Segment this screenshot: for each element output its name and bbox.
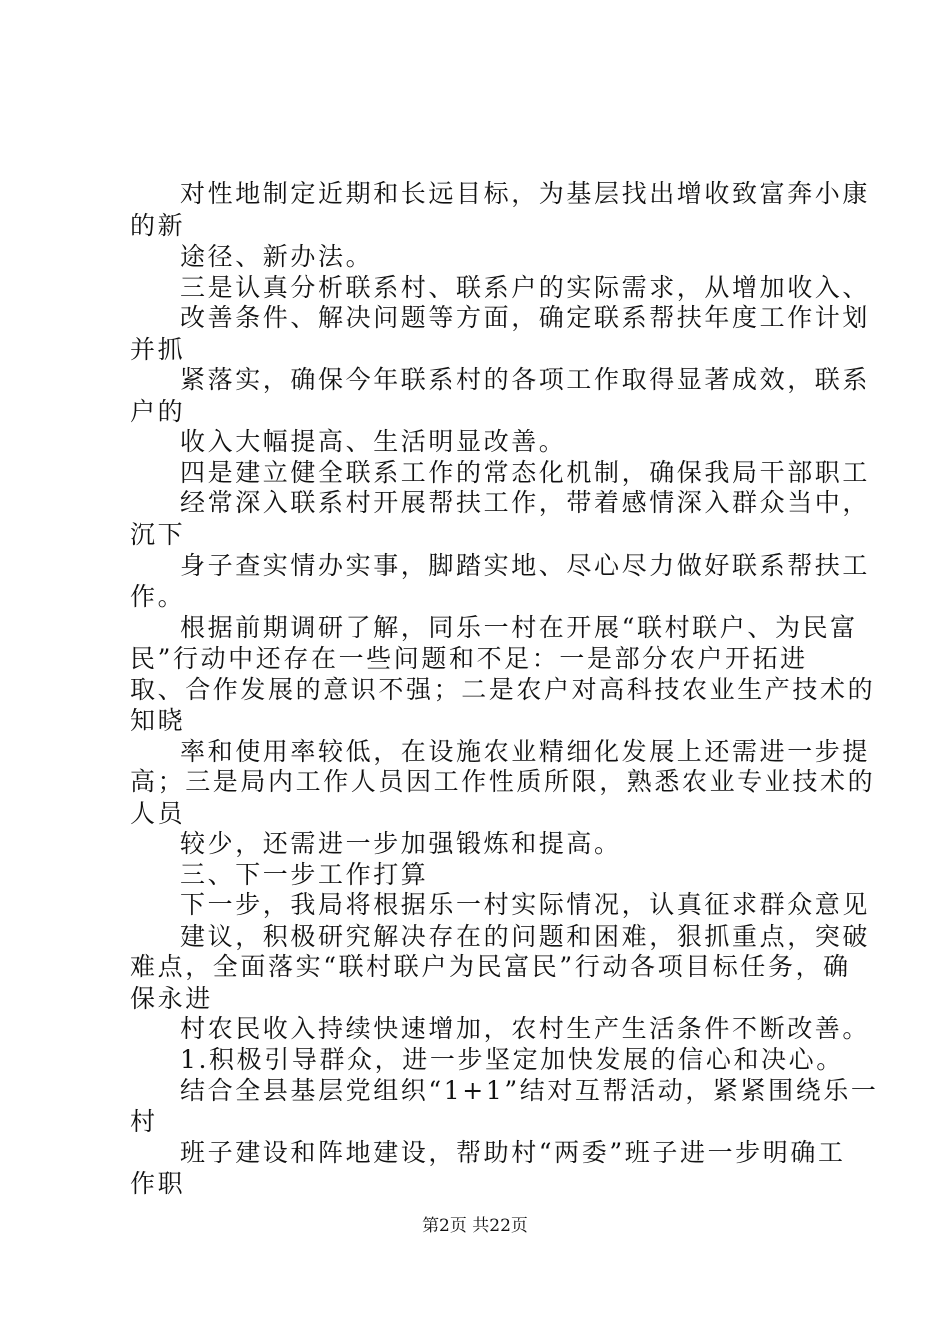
text-line: 四是建立健全联系工作的常态化机制，确保我局干部职工 (180, 458, 871, 487)
text-line: 身子查实情办实事，脚踏实地、尽心尽力做好联系帮扶工 (180, 551, 871, 580)
text-line: 村农民收入持续快速增加，农村生产生活条件不断改善。 (180, 1014, 871, 1043)
text-line: 村 (130, 1107, 158, 1136)
text-line: 民”行动中还存在一些问题和不足：一是部分农户开拓进 (130, 644, 808, 673)
text-line: 作。 (130, 582, 186, 611)
text-line: 紧落实，确保今年联系村的各项工作取得显著成效，联系 (180, 365, 871, 394)
text-line: 建议，积极研究解决存在的问题和困难，狠抓重点，突破 (180, 922, 871, 951)
subsection-heading: 1.积极引导群众，进一步坚定加快发展的信心和决心。 (180, 1045, 844, 1074)
text-line: 难点，全面落实“联村联户为民富民”行动各项目标任务，确 (130, 952, 851, 981)
text-line: 率和使用率较低，在设施农业精细化发展上还需进一步提 (180, 737, 871, 766)
text-line: 知晓 (130, 706, 186, 735)
text-line: 班子建设和阵地建设，帮助村“两委”班子进一步明确工 (180, 1138, 846, 1167)
text-line: 户的 (130, 397, 186, 426)
page-number-footer: 第2页 共22页 (422, 1216, 528, 1236)
text-line: 沉下 (130, 520, 186, 549)
text-line: 人员 (130, 799, 186, 828)
text-line: 较少，还需进一步加强锻炼和提高。 (180, 829, 622, 858)
text-line: 根据前期调研了解，同乐一村在开展“联村联户、为民富 (180, 613, 858, 642)
text-line: 途径、新办法。 (180, 242, 374, 271)
text-line: 结合全县基层党组织“1+1”结对互帮活动，紧紧围绕乐一 (180, 1076, 879, 1105)
section-heading: 三、下一步工作打算 (180, 860, 429, 889)
text-line: 作职 (130, 1169, 186, 1198)
text-line: 对性地制定近期和长远目标，为基层找出增收致富奔小康 (180, 179, 871, 208)
text-line: 收入大幅提高、生活明显改善。 (180, 427, 567, 456)
text-line: 下一步，我局将根据乐一村实际情况，认真征求群众意见 (180, 890, 871, 919)
text-line: 并抓 (130, 335, 186, 364)
text-line: 经常深入联系村开展帮扶工作，带着感情深入群众当中， (180, 488, 871, 517)
text-line: 的新 (130, 211, 186, 240)
text-line: 保永进 (130, 984, 213, 1013)
text-line: 改善条件、解决问题等方面，确定联系帮扶年度工作计划 (180, 303, 871, 332)
text-line: 高；三是局内工作人员因工作性质所限，熟悉农业专业技术的 (130, 767, 876, 796)
text-line: 取、合作发展的意识不强；二是农户对高科技农业生产技术的 (130, 675, 876, 704)
text-line: 三是认真分析联系村、联系户的实际需求，从增加收入、 (180, 273, 871, 302)
